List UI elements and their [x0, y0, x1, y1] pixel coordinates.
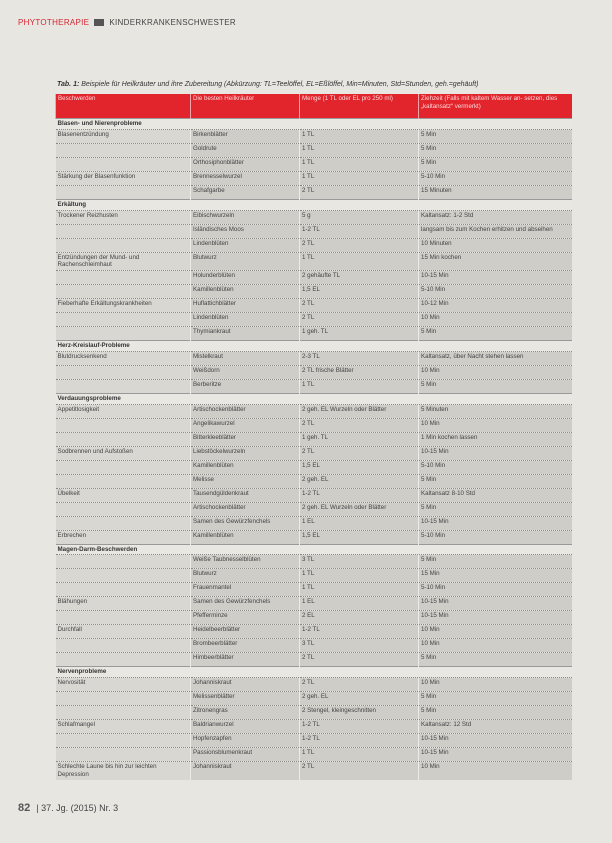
- amount-cell: 3 TL: [300, 639, 419, 653]
- complaint-cell: [56, 555, 191, 569]
- herb-cell: Schafgarbe: [191, 185, 300, 199]
- herb-cell: Pfefferminze: [191, 611, 300, 625]
- amount-cell: 2 geh. EL Wurzeln oder Blätter: [300, 404, 419, 418]
- table-row: [56, 327, 572, 341]
- complaint-cell: Sodbrennen und Aufstoßen: [56, 446, 191, 460]
- amount-cell: 1 TL: [300, 379, 419, 393]
- issue-info: | 37. Jg. (2015) Nr. 3: [36, 803, 119, 813]
- herb-cell: Melisse: [191, 474, 300, 488]
- amount-cell: 2 TL: [300, 299, 419, 313]
- herb-cell: Liebstöckelwurzeln: [191, 446, 300, 460]
- steep-time-cell: 10 Min: [419, 313, 572, 327]
- amount-cell: 1,5 EL: [300, 285, 419, 299]
- steep-time-cell: 10 Min: [419, 678, 572, 692]
- complaint-cell: Stärkung der Blasenfunktion: [56, 171, 191, 185]
- complaint-cell: Appetitlosigkeit: [56, 404, 191, 418]
- amount-cell: 5 g: [300, 210, 419, 224]
- herb-cell: Weiße Taubnesselblüten: [191, 555, 300, 569]
- amount-cell: 1 EL: [300, 516, 419, 530]
- steep-time-cell: 5-10 Min: [419, 530, 572, 544]
- section-title: Verdauungsprobleme: [56, 393, 572, 404]
- amount-cell: 1,5 EL: [300, 460, 419, 474]
- complaint-cell: Fieberhafte Erkältungskrankheiten: [56, 299, 191, 313]
- steep-time-cell: 10 Min: [419, 639, 572, 653]
- herb-cell: Johanniskraut: [191, 762, 300, 780]
- complaint-cell: [56, 611, 191, 625]
- amount-cell: 2 gehäufte TL: [300, 271, 419, 285]
- steep-time-cell: 10 Min: [419, 625, 572, 639]
- table-row: [56, 404, 572, 418]
- table-row: [56, 210, 572, 224]
- amount-cell: 2 TL: [300, 678, 419, 692]
- steep-time-cell: 5 Min: [419, 692, 572, 706]
- herb-cell: Orthosiphonblätter: [191, 157, 300, 171]
- herb-cell: Holunderblüten: [191, 271, 300, 285]
- steep-time-cell: 5 Min: [419, 502, 572, 516]
- steep-time-cell: 5 Min: [419, 379, 572, 393]
- table-row: [56, 530, 572, 544]
- section-header-row: [56, 341, 572, 352]
- steep-time-cell: Kaltansatz: 12 Std: [419, 720, 572, 734]
- steep-time-cell: 10 Min: [419, 365, 572, 379]
- complaint-cell: Schlafmangel: [56, 720, 191, 734]
- complaint-cell: [56, 285, 191, 299]
- section-title: Magen-Darm-Beschwerden: [56, 544, 572, 555]
- table-row: [56, 143, 572, 157]
- steep-time-cell: 1 Min kochen lassen: [419, 432, 572, 446]
- table-caption: [57, 81, 572, 88]
- steep-time-cell: 5 Min: [419, 327, 572, 341]
- section-header-row: [56, 393, 572, 404]
- complaint-cell: [56, 418, 191, 432]
- complaint-cell: Durchfall: [56, 625, 191, 639]
- amount-cell: 2 geh. EL: [300, 692, 419, 706]
- section-title: Blasen- und Nierenprobleme: [56, 119, 572, 130]
- amount-cell: 1-2 TL: [300, 734, 419, 748]
- steep-time-cell: 5 Min: [419, 474, 572, 488]
- steep-time-cell: 5 Min: [419, 555, 572, 569]
- herb-cell: Weißdorn: [191, 365, 300, 379]
- steep-time-cell: 10 Minuten: [419, 238, 572, 252]
- complaint-cell: [56, 516, 191, 530]
- table-row: [56, 597, 572, 611]
- complaint-cell: [56, 734, 191, 748]
- complaint-cell: [56, 583, 191, 597]
- steep-time-cell: Kaltansatz, über Nacht stehen lassen: [419, 351, 572, 365]
- amount-cell: 1-2 TL: [300, 488, 419, 502]
- section-header-row: [56, 119, 572, 130]
- table-header-row: [56, 94, 572, 119]
- complaint-cell: [56, 692, 191, 706]
- steep-time-cell: 10 Min: [419, 418, 572, 432]
- herb-cell: Passionsblumenkraut: [191, 748, 300, 762]
- herb-cell: Samen des Gewürzfenchels: [191, 597, 300, 611]
- table-row: [56, 351, 572, 365]
- herb-cell: Hopfenzapfen: [191, 734, 300, 748]
- table-row: [56, 762, 572, 780]
- amount-cell: 2 TL: [300, 762, 419, 780]
- complaint-cell: Trockener Reizhusten: [56, 210, 191, 224]
- page-footer: [18, 802, 118, 814]
- steep-time-cell: langsam bis zum Kochen erhitzen und abseihen: [419, 224, 572, 238]
- section-title: Erkältung: [56, 199, 572, 210]
- steep-time-cell: 5 Min: [419, 653, 572, 667]
- amount-cell: 1 EL: [300, 597, 419, 611]
- complaint-cell: [56, 327, 191, 341]
- caption-text: Beispiele für Heilkräuter und ihre Zubereitung (Abkürzung: TL=Teelöffel, EL=Eßlöffel, Min=Minuten, Std=Stunden, geh.=gehäuft): [79, 81, 479, 88]
- table-row: [56, 460, 572, 474]
- amount-cell: 1,5 EL: [300, 530, 419, 544]
- table-row: [56, 157, 572, 171]
- caption-label: Tab. 1:: [57, 81, 80, 88]
- complaint-cell: Blutdrucksenkend: [56, 351, 191, 365]
- herb-cell: Melissenblätter: [191, 692, 300, 706]
- table-row: [56, 285, 572, 299]
- steep-time-cell: 5-10 Min: [419, 583, 572, 597]
- amount-cell: 1 TL: [300, 748, 419, 762]
- header-section: KINDERKRANKENSCHWESTER: [109, 18, 237, 27]
- header-steep-time: Ziehzeit (Falls mit kaltem Wasser an- setzen, dies „kaltansatz“ vermerkt): [419, 94, 572, 119]
- steep-time-cell: Kaltansatz 8-10 Std: [419, 488, 572, 502]
- complaint-cell: [56, 313, 191, 327]
- steep-time-cell: 5 Minuten: [419, 404, 572, 418]
- herb-cell: Isländisches Moos: [191, 224, 300, 238]
- herb-cell: Mistelkraut: [191, 351, 300, 365]
- steep-time-cell: 5-10 Min: [419, 460, 572, 474]
- herb-cell: Thymiankraut: [191, 327, 300, 341]
- complaint-cell: [56, 639, 191, 653]
- complaint-cell: [56, 365, 191, 379]
- steep-time-cell: Kaltansatz: 1-2 Std: [419, 210, 572, 224]
- steep-time-cell: 10-15 Min: [419, 271, 572, 285]
- steep-time-cell: 5 Min: [419, 143, 572, 157]
- steep-time-cell: 10 Min: [419, 762, 572, 780]
- header-herbs: Die besten Heilkräuter: [191, 94, 300, 119]
- steep-time-cell: 15 Min kochen: [419, 252, 572, 271]
- table-row: [56, 488, 572, 502]
- complaint-cell: [56, 653, 191, 667]
- complaint-cell: [56, 706, 191, 720]
- herb-cell: Johanniskraut: [191, 678, 300, 692]
- header-complaints: Beschwerden: [56, 94, 191, 119]
- herb-cell: Goldrute: [191, 143, 300, 157]
- table-row: [56, 238, 572, 252]
- steep-time-cell: 10-15 Min: [419, 734, 572, 748]
- table-row: [56, 639, 572, 653]
- amount-cell: 2 TL: [300, 446, 419, 460]
- steep-time-cell: 10-15 Min: [419, 446, 572, 460]
- table-row: [56, 171, 572, 185]
- amount-cell: 2 TL: [300, 653, 419, 667]
- section-title: Nervenprobleme: [56, 667, 572, 678]
- table-row: [56, 313, 572, 327]
- table-row: [56, 569, 572, 583]
- herb-cell: Heidelbeerblätter: [191, 625, 300, 639]
- complaint-cell: Blähungen: [56, 597, 191, 611]
- running-header: [18, 18, 236, 27]
- herb-cell: Artischockenblätter: [191, 404, 300, 418]
- amount-cell: 1 geh. TL: [300, 432, 419, 446]
- herb-cell: Brombeerblätter: [191, 639, 300, 653]
- header-logo-icon: [94, 19, 104, 26]
- herb-cell: Kamillenblüten: [191, 530, 300, 544]
- steep-time-cell: 5 Min: [419, 129, 572, 143]
- complaint-cell: Erbrechen: [56, 530, 191, 544]
- complaint-cell: [56, 474, 191, 488]
- complaint-cell: [56, 185, 191, 199]
- amount-cell: 2 TL: [300, 185, 419, 199]
- table-row: [56, 432, 572, 446]
- amount-cell: 1 geh. TL: [300, 327, 419, 341]
- complaint-cell: [56, 271, 191, 285]
- herb-cell: Zitronengras: [191, 706, 300, 720]
- steep-time-cell: 5-10 Min: [419, 285, 572, 299]
- complaint-cell: [56, 432, 191, 446]
- steep-time-cell: 10-15 Min: [419, 611, 572, 625]
- herb-cell: Eibischwurzeln: [191, 210, 300, 224]
- amount-cell: 2 TL: [300, 238, 419, 252]
- table-row: [56, 271, 572, 285]
- complaint-cell: Übelkeit: [56, 488, 191, 502]
- table-row: [56, 583, 572, 597]
- table-row: [56, 748, 572, 762]
- table-row: [56, 418, 572, 432]
- complaint-cell: [56, 502, 191, 516]
- complaint-cell: Entzündungen der Mund- und Rachenschleimhaut: [56, 252, 191, 271]
- table-row: [56, 252, 572, 271]
- complaint-cell: [56, 238, 191, 252]
- amount-cell: 2 TL: [300, 418, 419, 432]
- table-body: [56, 119, 572, 780]
- steep-time-cell: 5 Min: [419, 706, 572, 720]
- steep-time-cell: 10-12 Min: [419, 299, 572, 313]
- table-row: [56, 706, 572, 720]
- herb-cell: Samen des Gewürzfenchels: [191, 516, 300, 530]
- header-category: PHYTOTHERAPIE: [18, 18, 90, 27]
- steep-time-cell: 10-15 Min: [419, 516, 572, 530]
- complaint-cell: [56, 460, 191, 474]
- table-row: [56, 678, 572, 692]
- header-amount: Menge (1 TL oder EL pro 250 ml): [300, 94, 419, 119]
- complaint-cell: [56, 379, 191, 393]
- herb-cell: Blutwurz: [191, 252, 300, 271]
- amount-cell: 2 geh. EL: [300, 474, 419, 488]
- herb-cell: Artischockenblätter: [191, 502, 300, 516]
- complaint-cell: Schlechte Laune bis hin zur leichten Depression: [56, 762, 191, 780]
- amount-cell: 1-2 TL: [300, 224, 419, 238]
- amount-cell: 1 TL: [300, 143, 419, 157]
- amount-cell: 2 geh. EL Wurzeln oder Blätter: [300, 502, 419, 516]
- complaint-cell: [56, 748, 191, 762]
- herb-cell: Baldrianwurzel: [191, 720, 300, 734]
- herb-cell: Bitterkleeblätter: [191, 432, 300, 446]
- table-row: [56, 379, 572, 393]
- amount-cell: 2-3 TL: [300, 351, 419, 365]
- table-row: [56, 365, 572, 379]
- table-row: [56, 555, 572, 569]
- complaint-cell: [56, 224, 191, 238]
- amount-cell: 1 TL: [300, 569, 419, 583]
- complaint-cell: [56, 143, 191, 157]
- amount-cell: 1-2 TL: [300, 720, 419, 734]
- table-row: [56, 734, 572, 748]
- herb-cell: Angelikawurzel: [191, 418, 300, 432]
- table-row: [56, 502, 572, 516]
- amount-cell: 1 TL: [300, 252, 419, 271]
- steep-time-cell: 5 Min: [419, 157, 572, 171]
- amount-cell: 2 TL frische Blätter: [300, 365, 419, 379]
- table-row: [56, 185, 572, 199]
- table-row: [56, 625, 572, 639]
- table-row: [56, 692, 572, 706]
- herb-cell: Himbeerblätter: [191, 653, 300, 667]
- complaint-cell: [56, 157, 191, 171]
- section-header-row: [56, 199, 572, 210]
- herb-cell: Kamillenblüten: [191, 285, 300, 299]
- section-header-row: [56, 667, 572, 678]
- amount-cell: 2 Stengel, kleingeschnitten: [300, 706, 419, 720]
- amount-cell: 3 TL: [300, 555, 419, 569]
- section-header-row: [56, 544, 572, 555]
- amount-cell: 2 EL: [300, 611, 419, 625]
- herb-cell: Birkenblätter: [191, 129, 300, 143]
- table-row: [56, 611, 572, 625]
- steep-time-cell: 10-15 Min: [419, 748, 572, 762]
- table-row: [56, 474, 572, 488]
- table-row: [56, 224, 572, 238]
- complaint-cell: Blasenentzündung: [56, 129, 191, 143]
- table-row: [56, 129, 572, 143]
- herb-cell: Lindenblüten: [191, 238, 300, 252]
- complaint-cell: Nervosität: [56, 678, 191, 692]
- herb-cell: Lindenblüten: [191, 313, 300, 327]
- steep-time-cell: 15 Min: [419, 569, 572, 583]
- section-title: Herz-Kreislauf-Probleme: [56, 341, 572, 352]
- herb-cell: Huflattichblätter: [191, 299, 300, 313]
- herb-cell: Kamillenblüten: [191, 460, 300, 474]
- amount-cell: 1-2 TL: [300, 625, 419, 639]
- amount-cell: 1 TL: [300, 129, 419, 143]
- herb-cell: Tausendgüldenkraut: [191, 488, 300, 502]
- complaint-cell: [56, 569, 191, 583]
- herb-cell: Berberitze: [191, 379, 300, 393]
- table-row: [56, 446, 572, 460]
- herb-cell: Blutwurz: [191, 569, 300, 583]
- herb-table: [55, 94, 572, 780]
- amount-cell: 1 TL: [300, 157, 419, 171]
- table-row: [56, 299, 572, 313]
- herb-cell: Frauenmantel: [191, 583, 300, 597]
- amount-cell: 1 TL: [300, 171, 419, 185]
- steep-time-cell: 5-10 Min: [419, 171, 572, 185]
- amount-cell: 2 TL: [300, 313, 419, 327]
- amount-cell: 1 TL: [300, 583, 419, 597]
- steep-time-cell: 15 Minuten: [419, 185, 572, 199]
- herb-cell: Brennesselwurzel: [191, 171, 300, 185]
- steep-time-cell: 10-15 Min: [419, 597, 572, 611]
- table-row: [56, 653, 572, 667]
- page-number: 82: [18, 802, 31, 814]
- table-row: [56, 516, 572, 530]
- table-row: [56, 720, 572, 734]
